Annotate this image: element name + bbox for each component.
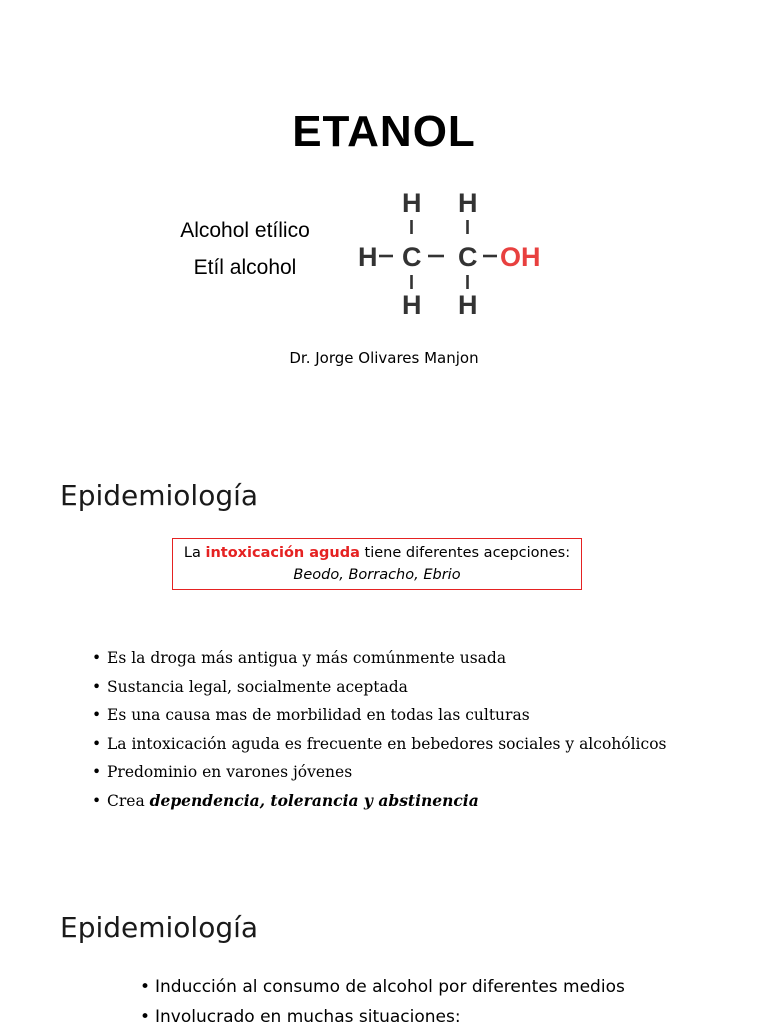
section-title: Epidemiología [60,911,259,944]
list-item-text: Involucrado en muchas situaciones: [155,1007,461,1027]
callout-line-2: Beodo, Borracho, Ebrio [293,567,461,583]
callout-prefix: La [183,545,206,561]
formula-top-h-2: H [458,188,478,218]
formula-hydroxyl: OH [500,242,541,272]
bullet-icon: • [92,706,102,725]
formula-carbon-1: C [402,242,422,272]
formula-left-h: H [358,242,378,272]
main-title: ETANOL [292,107,476,156]
list-item-text: La intoxicación aguda es frecuente en bebedores sociales y alcohólicos [107,734,667,753]
formula-bottom-h-1: H [402,290,422,320]
formula-bottom-h-2: H [458,290,478,320]
list-item [92,730,666,759]
callout-highlight: intoxicación aguda [205,545,360,561]
callout-box [172,538,582,590]
synonym-2: Etíl alcohol [193,256,297,279]
title-slide [0,0,768,440]
bullet-icon: • [92,677,102,696]
author: Dr. Jorge Olivares Manjon [289,349,479,367]
epidemiology-slide-1 [0,440,768,864]
list-item-text: Sustancia legal, socialmente aceptada [107,677,408,696]
bullet-icon: • [92,763,102,782]
list-item-text: Es una causa mas de morbilidad en todas las culturas [107,706,530,725]
bullet-icon: • [140,1007,151,1027]
bullet-icon: • [92,734,102,753]
list-item [92,787,666,816]
section-title: Epidemiología [60,479,259,512]
bullet-list [140,972,625,1032]
list-item-text: Inducción al consumo de alcohol por diferentes medios [155,977,625,997]
list-item [92,644,666,673]
formula-carbon-2: C [458,242,478,272]
list-item-text: Crea [107,791,150,810]
bullet-icon: • [140,977,151,997]
ethanol-structural-formula [352,186,562,322]
list-item-emphasis: dependencia, tolerancia y abstinencia [149,790,479,810]
bullet-icon: • [92,791,102,810]
list-item [140,972,625,1002]
epidemiology-slide-2 [0,864,768,1027]
bullet-list [92,644,666,816]
list-item-text: Predominio en varones jóvenes [107,763,353,782]
bullet-icon: • [92,649,102,667]
callout-suffix: tiene diferentes acepciones: [359,545,571,561]
list-item [92,701,666,730]
list-item [140,1002,625,1032]
list-item [92,758,666,787]
synonym-1: Alcohol etílico [180,219,310,242]
list-item-text: Es la droga más antigua y más comúnmente usada [107,649,507,667]
synonyms [150,212,340,286]
callout-line-1 [173,542,581,564]
list-item [92,673,666,702]
formula-top-h-1: H [402,188,422,218]
